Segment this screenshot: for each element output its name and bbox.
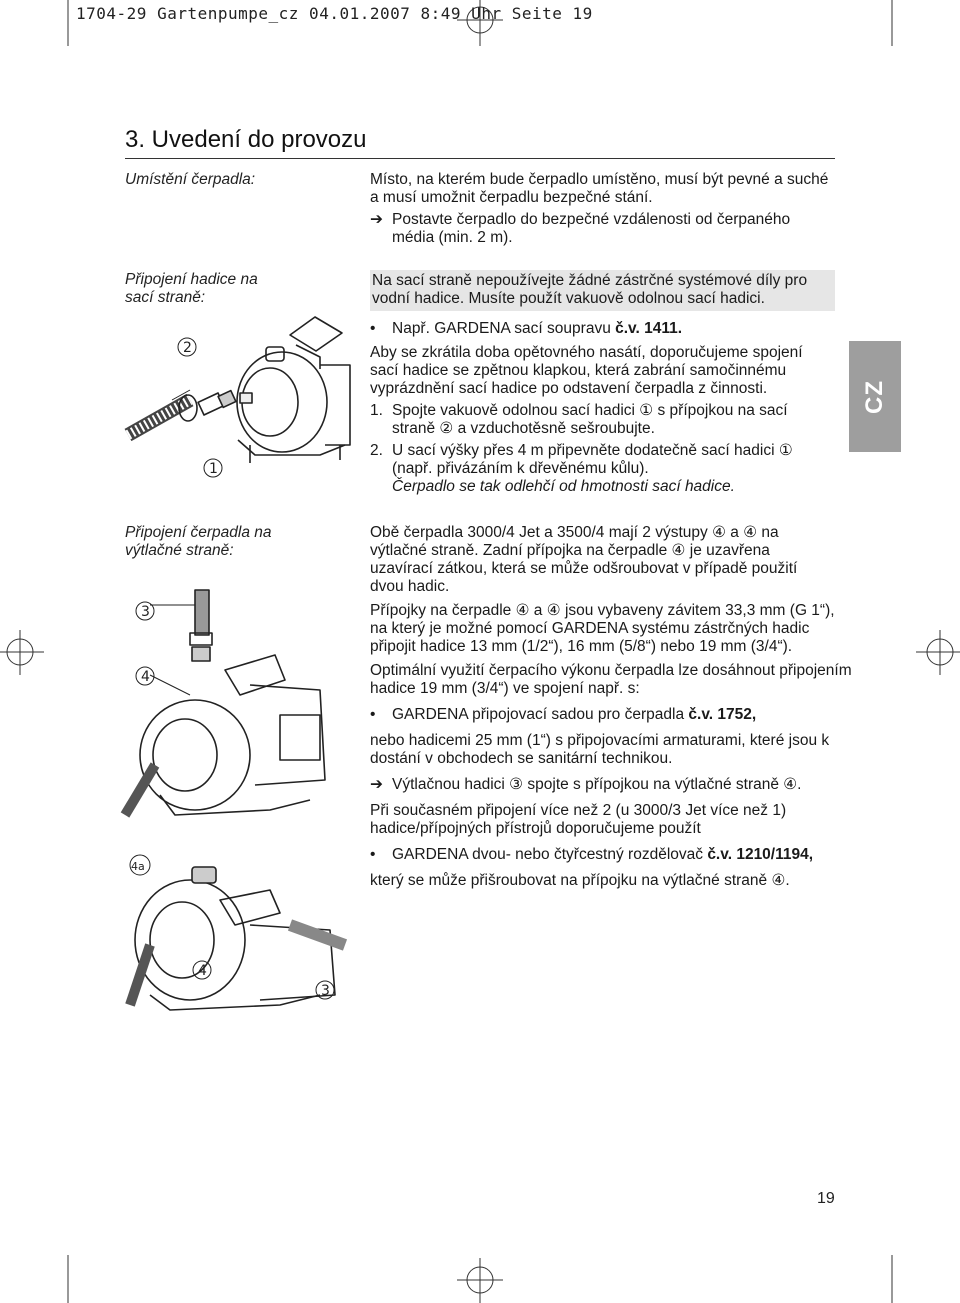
suction-pump-illustration [120, 305, 360, 490]
step-2-number: 2. [370, 442, 383, 459]
fig1-label-1: 1 [209, 461, 218, 477]
placement-arrow-item [370, 211, 840, 247]
discharge-label-line-1: Připojení čerpadla na [125, 524, 272, 541]
step-1-line-2: straně ② a vzduchotěsně sešroubujte. [392, 420, 655, 437]
suction-para-line-3: vyprázdnění sací hadice po odstavení čerpadla z činnosti. [370, 380, 768, 397]
fig3-label-3: 3 [321, 983, 330, 999]
discharge-bullet-2-partnumber: č.v. 1210/1194, [707, 846, 814, 863]
discharge-p4-line-1: nebo hadicemi 25 mm (1“) s připojovacími armaturami, které jsou k [370, 732, 830, 749]
fig3-label-4: 4 [198, 963, 207, 979]
discharge-para-6: který se může přišroubovat na přípojku na výtlačné straně ④. [370, 872, 790, 889]
discharge-arrow-item [370, 776, 840, 794]
suction-warning-line-1: Na sací straně nepoužívejte žádné zástrčné systémové díly pro [372, 272, 808, 289]
placement-line-2: a musí umožnit čerpadlu bezpečné stání. [370, 189, 653, 206]
section-title: 3. Uvedení do provozu [125, 126, 367, 153]
print-header: 1704-29 Gartenpumpe_cz 04.01.2007 8:49 Uhr Seite 19 [76, 4, 593, 23]
discharge-para-1 [370, 524, 840, 596]
placement-text [370, 171, 840, 247]
page-number: 19 [817, 1190, 835, 1207]
discharge-body [370, 524, 852, 890]
step-2-line-1: U sací výšky přes 4 m připevněte dodatečně sací hadici ① [392, 442, 793, 459]
language-tab-label: CZ [861, 379, 888, 414]
fig2-label-4: 4 [141, 669, 150, 685]
step-2-line-2: (např. přivázáním k dřevěnému kůlu). [392, 460, 649, 477]
bullet-icon: • [370, 846, 376, 863]
step-1-number: 1. [370, 402, 383, 419]
discharge-bullet-2 [370, 846, 840, 864]
suction-label-line-2: sací straně: [125, 289, 206, 306]
placement-label: Umístění čerpadla: [125, 171, 256, 188]
discharge-arrow-text: Výtlačnou hadici ③ spojte s přípojkou na výtlačné straně ④. [392, 776, 802, 793]
discharge-para-4 [370, 732, 840, 768]
suction-warning-line-2: vodní hadice. Musíte použít vakuově odolnou sací hadici. [372, 290, 765, 307]
discharge-p2-line-2: na který je možné pomocí GARDENA systému zástrčných hadic [370, 620, 810, 637]
suction-body [370, 320, 840, 496]
discharge-p2-line-1: Přípojky na čerpadle ④ a ④ jsou vybaveny závitem 33,3 mm (G 1“), [370, 602, 835, 619]
title-divider [125, 158, 835, 159]
discharge-bullet-1 [370, 706, 840, 724]
discharge-pump-illustration-2 [120, 845, 360, 1020]
discharge-para-3 [370, 662, 852, 698]
discharge-para-2 [370, 602, 840, 656]
step-2-line-3: Čerpadlo se tak odlehčí od hmotnosti sací hadice. [392, 478, 735, 495]
discharge-p1-line-2: výtlačné straně. Zadní přípojka na čerpadle ④ je uzavřena [370, 542, 770, 559]
step-1-line-1: Spojte vakuově odolnou sací hadici ① s přípojkou na sací [392, 402, 788, 419]
discharge-p4-line-2: dostání v obchodech se sanitární technikou. [370, 750, 673, 767]
discharge-p5-line-1: Při současném připojení více než 2 (u 3000/3 Jet více než 1) [370, 802, 787, 819]
suction-para-line-2: sací hadice se zpětnou klapkou, která zabrání samočinnému [370, 362, 787, 379]
placement-arrow-line-2: média (min. 2 m). [392, 229, 513, 246]
placement-line-1: Místo, na kterém bude čerpadlo umístěno, musí být pevné a suché [370, 171, 829, 188]
discharge-p5-line-2: hadice/přípojných přístrojů doporučujeme použít [370, 820, 701, 837]
discharge-bullet-2-text: GARDENA dvou- nebo čtyřcestný rozdělovač [392, 846, 708, 863]
suction-step-2 [370, 442, 840, 496]
discharge-p3-line-2: hadice 19 mm (3/4“) ve spojení např. s: [370, 680, 640, 697]
fig1-label-2: 2 [183, 340, 192, 356]
discharge-bullet-1-text: GARDENA připojovací sadou pro čerpadla [392, 706, 689, 723]
discharge-para-5 [370, 802, 840, 838]
bullet-icon: • [370, 320, 376, 337]
fig2-label-4a: 4a [131, 860, 145, 873]
suction-warning-box [370, 270, 835, 311]
discharge-bullet-1-partnumber: č.v. 1752, [688, 706, 757, 723]
discharge-p1-line-1: Obě čerpadla 3000/4 Jet a 3500/4 mají 2 výstupy ④ a ④ na [370, 524, 779, 541]
discharge-p3-line-1: Optimální využití čerpacího výkonu čerpadla lze dosáhnout připojením [370, 662, 852, 679]
language-tab [849, 341, 901, 452]
discharge-label-line-2: výtlačné straně: [125, 542, 234, 559]
suction-para-line-1: Aby se zkrátila doba opětovného nasátí, doporučujeme spojení [370, 344, 803, 361]
suction-label-line-1: Připojení hadice na [125, 271, 258, 288]
placement-arrow-line-1: Postavte čerpadlo do bezpečné vzdálenosti od čerpaného [392, 211, 791, 228]
fig2-label-3: 3 [141, 604, 150, 620]
suction-bullet-partnumber: č.v. 1411. [615, 320, 683, 337]
suction-bullet-text: Např. GARDENA sací soupravu [392, 320, 616, 337]
suction-bullet [370, 320, 840, 338]
discharge-label [125, 524, 272, 560]
bullet-icon: • [370, 706, 376, 723]
suction-para [370, 344, 840, 398]
discharge-p2-line-3: připojit hadice 13 mm (1/2“), 16 mm (5/8“) nebo 19 mm (3/4“). [370, 638, 793, 655]
suction-label [125, 271, 258, 307]
discharge-pump-illustration [120, 585, 350, 845]
suction-step-1 [370, 402, 840, 438]
discharge-p1-line-4: dvou hadic. [370, 578, 450, 595]
discharge-p1-line-3: uzavírací zátkou, která se může odšroubovat v případě použití [370, 560, 798, 577]
arrow-icon: ➔ [370, 211, 383, 228]
arrow-icon: ➔ [370, 776, 383, 793]
